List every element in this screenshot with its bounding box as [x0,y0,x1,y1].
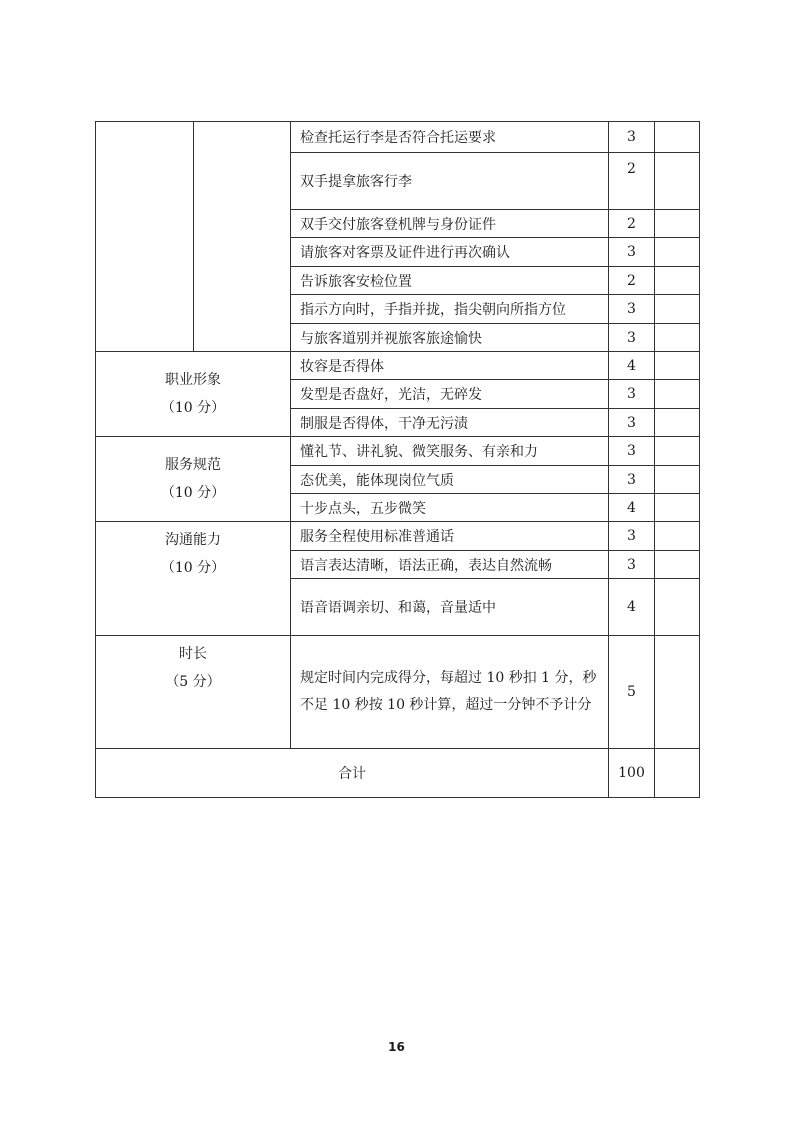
item-cell: 十步点头，五步微笑 [291,494,609,522]
category-score: （10 分） [160,400,226,416]
actual-score-cell [655,522,700,551]
table-row [96,636,700,749]
item-cell: 规定时间内完成得分，每超过 10 秒扣 1 分，秒不足 10 秒按 10 秒计算，超过一分钟不予计分 [291,636,609,749]
actual-score-cell [655,551,700,579]
item-cell: 妆容是否得体 [291,352,609,380]
score-cell: 3 [609,324,655,352]
subcategory-cell-empty [194,122,291,352]
item-cell: 语音语调亲切、和蔼，音量适中 [291,579,609,636]
item-cell: 检查托运行李是否符合托运要求 [291,122,609,153]
item-cell: 双手交付旅客登机牌与身份证件 [291,210,609,238]
actual-score-cell [655,122,700,153]
category-score: （10 分） [160,485,226,501]
score-cell: 3 [609,409,655,437]
table-row [96,522,700,551]
score-cell: 4 [609,352,655,380]
score-cell: 4 [609,579,655,636]
actual-score-cell [655,466,700,494]
actual-score-cell [655,579,700,636]
category-score: （10 分） [160,560,226,576]
category-cell [96,352,291,437]
score-cell: 4 [609,494,655,522]
score-cell: 2 [609,267,655,295]
item-cell: 态优美，能体现岗位气质 [291,466,609,494]
actual-score-cell [655,636,700,749]
score-cell: 3 [609,295,655,324]
item-cell: 指示方向时，手指并拢，指尖朝向所指方位 [291,295,609,324]
table-row [96,437,700,466]
total-label: 合计 [96,749,609,798]
score-cell: 2 [609,210,655,238]
score-cell: 3 [609,122,655,153]
category-name: 职业形象 [165,372,221,388]
score-value: 2 [627,161,636,177]
actual-score-cell [655,380,700,409]
actual-score-cell [655,437,700,466]
actual-score-cell [655,238,700,267]
table-row [96,352,700,380]
score-cell: 3 [609,522,655,551]
item-cell: 请旅客对客票及证件进行再次确认 [291,238,609,267]
category-cell [96,522,291,636]
actual-score-cell [655,153,700,210]
actual-score-cell [655,494,700,522]
category-name: 沟通能力 [165,532,221,548]
total-row [96,749,700,798]
item-cell: 双手提拿旅客行李 [291,153,609,210]
score-cell: 5 [609,636,655,749]
item-cell: 制服是否得体，干净无污渍 [291,409,609,437]
actual-score-cell [655,749,700,798]
table-row [96,122,700,153]
item-cell: 懂礼节、讲礼貌、微笑服务、有亲和力 [291,437,609,466]
item-cell: 语言表达清晰，语法正确，表达自然流畅 [291,551,609,579]
page-number: 16 [388,1040,405,1054]
score-cell [609,153,655,210]
category-name: 服务规范 [165,457,221,473]
score-cell: 3 [609,437,655,466]
category-name: 时长 [179,646,207,662]
category-cell-empty [96,122,194,352]
score-cell: 3 [609,238,655,267]
score-cell: 3 [609,551,655,579]
item-cell: 告诉旅客安检位置 [291,267,609,295]
actual-score-cell [655,409,700,437]
actual-score-cell [655,210,700,238]
category-cell [96,437,291,522]
score-cell: 3 [609,380,655,409]
actual-score-cell [655,324,700,352]
total-score: 100 [609,749,655,798]
score-table [95,121,700,798]
actual-score-cell [655,295,700,324]
category-score: （5 分） [165,674,221,690]
score-cell: 3 [609,466,655,494]
item-cell: 服务全程使用标准普通话 [291,522,609,551]
actual-score-cell [655,352,700,380]
item-cell: 与旅客道别并视旅客旅途愉快 [291,324,609,352]
actual-score-cell [655,267,700,295]
item-cell: 发型是否盘好，光洁，无碎发 [291,380,609,409]
category-cell [96,636,291,749]
